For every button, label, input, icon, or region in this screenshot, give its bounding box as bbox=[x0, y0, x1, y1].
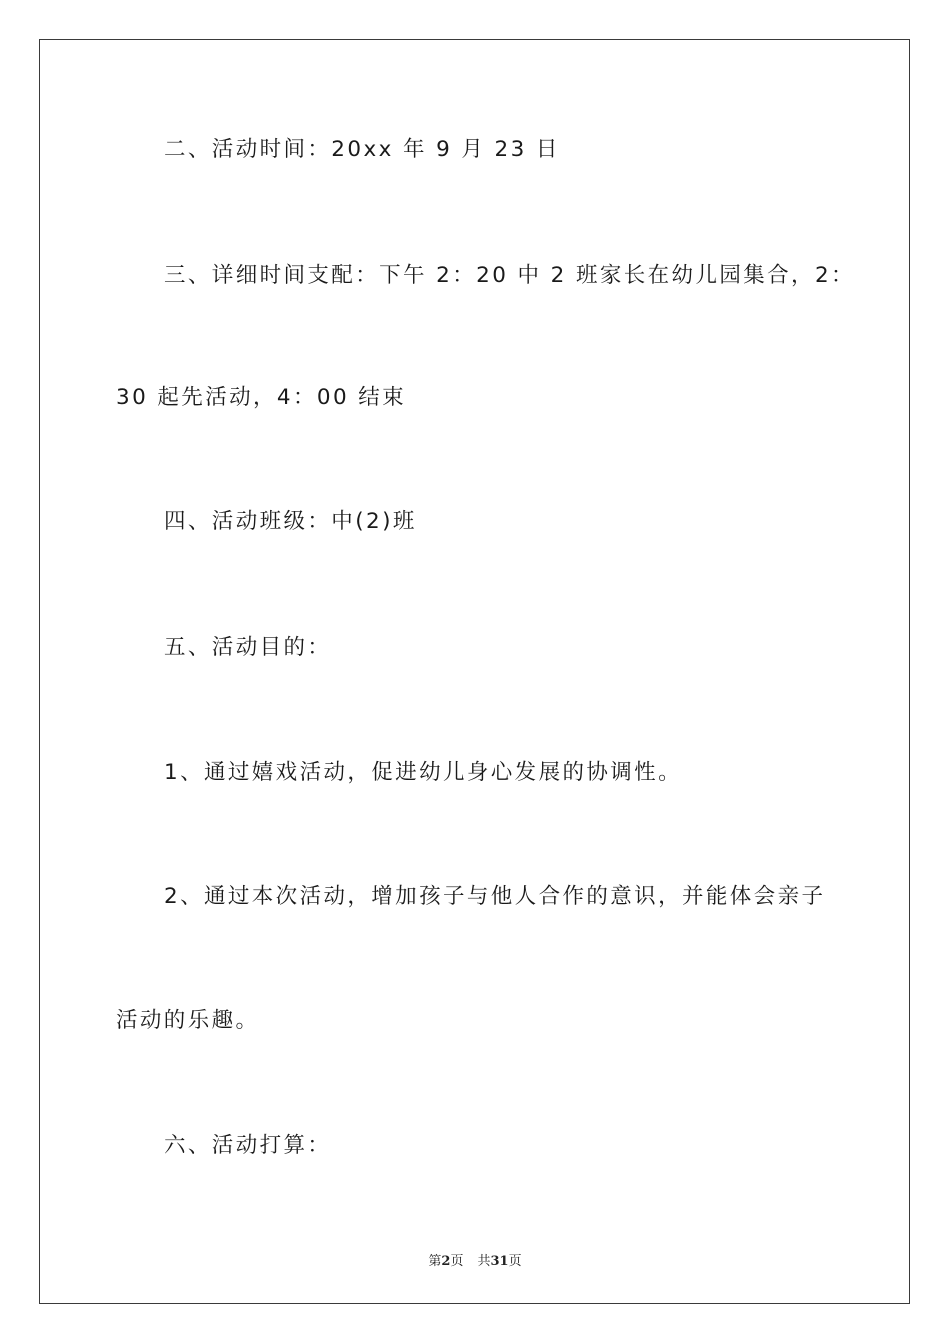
footer-total-number: 31 bbox=[490, 1254, 509, 1269]
page-border bbox=[39, 39, 910, 1304]
footer-total-prefix: 共 bbox=[477, 1254, 491, 1269]
paragraph-activity-purpose-heading: 五、活动目的： bbox=[164, 635, 332, 660]
paragraph-purpose-item-1: 1、通过嬉戏活动，促进幼儿身心发展的协调性。 bbox=[164, 760, 682, 785]
footer-page-suffix: 页 bbox=[450, 1254, 464, 1269]
paragraph-purpose-item-2-line1: 2、通过本次活动，增加孩子与他人合作的意识，并能体会亲子 bbox=[164, 884, 826, 909]
paragraph-schedule-line1: 三、详细时间支配：下午 2：20 中 2 班家长在幼儿园集合，2： bbox=[164, 263, 855, 288]
paragraph-activity-class: 四、活动班级：中(2)班 bbox=[164, 509, 417, 534]
footer-page-number: 2 bbox=[441, 1254, 451, 1269]
paragraph-schedule-line2: 30 起先活动，4：00 结束 bbox=[116, 385, 407, 410]
page-footer bbox=[0, 1250, 950, 1269]
paragraph-activity-time: 二、活动时间：20xx 年 9 月 23 日 bbox=[164, 137, 560, 162]
footer-page-prefix: 第 bbox=[428, 1254, 442, 1269]
paragraph-purpose-item-2-line2: 活动的乐趣。 bbox=[116, 1008, 260, 1033]
paragraph-activity-plan-heading: 六、活动打算： bbox=[164, 1133, 332, 1158]
footer-total-suffix: 页 bbox=[508, 1254, 522, 1269]
